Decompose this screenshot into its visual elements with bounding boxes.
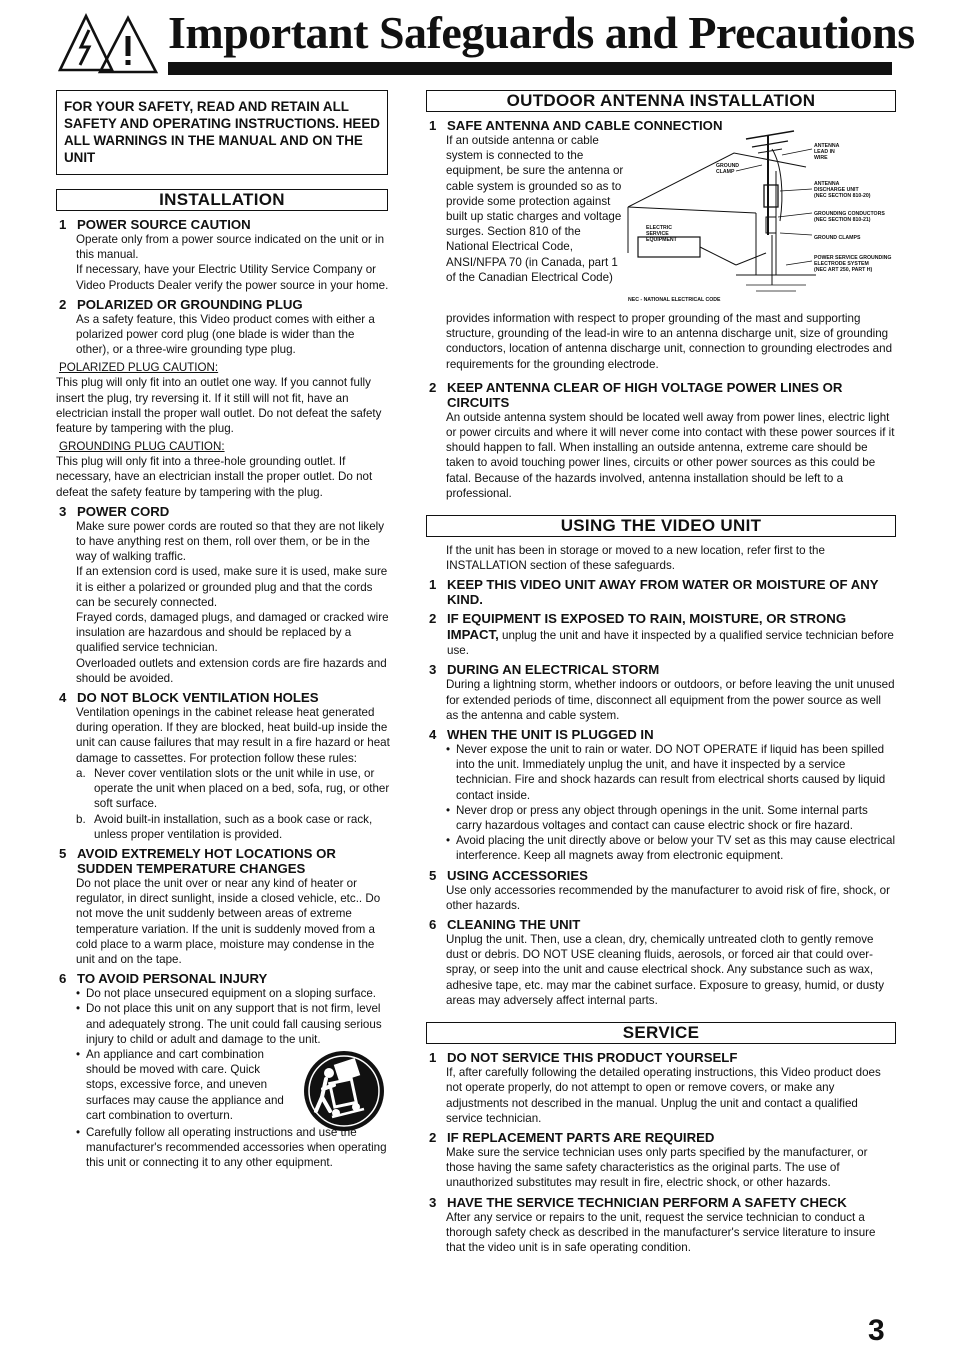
warning-triangle-icon (56, 12, 160, 74)
diagram-label: GROUND (716, 163, 740, 169)
item-number: 4 (429, 727, 437, 743)
item-text: An outside antenna system should be located well away from power lines, electric light or power circuits and where it will never come into contact with these power sources if it should happen to fall. When installing an outside antenna, extreme care should be taken to avoid touching power lines, circuits or other power sources as this could be fatal. Because of the hazards involved, antenna installation should be left to a professional. (446, 410, 895, 500)
item-title: DURING AN ELECTRICAL STORM (447, 662, 660, 678)
item-number: 5 (59, 845, 67, 861)
rule-letter: b. (76, 812, 86, 826)
page-header (56, 6, 915, 76)
list-item: • An appliance and cart combination should be moved with care. Quick stops, excessive force, and uneven surfaces may cause the appliance and cart combination to overturn. (76, 1047, 286, 1123)
personal-injury (56, 971, 390, 1170)
list-item: • Never expose the unit to rain or water. DO NOT OPERATE if liquid has been spilled into the unit. Immediately unplug the unit, and have it inspected by a service technician. Fire and shock hazards can result from electrical shorts caused by liquid contact inside. (446, 742, 896, 803)
diagram-label: (NEC SECTION 810-21) (814, 217, 871, 223)
item-text: During a lightning storm, whether indoors or outdoors, or before leaving the unit unused for extended periods of time, disconnect all equipment from the power source as well as the antenna and cable system. (446, 678, 895, 722)
diagram-label: ELECTRODE SYSTEM (814, 261, 869, 267)
item-text: Frayed cords, damaged plugs, and damaged or cracked wire insulation are hazardous and should be replaced by a qualified service technician. (76, 611, 389, 655)
item-title: CLEANING THE UNIT (447, 917, 581, 933)
diagram-label: (NEC SECTION 810-20) (814, 193, 871, 199)
service-heading: SERVICE (426, 1022, 896, 1044)
ventilation-holes (56, 690, 390, 842)
using-intro: If the unit has been in storage or moved to a new location, refer first to the INSTALLATION section of these safeguards. (446, 544, 825, 573)
item-number: 5 (429, 867, 437, 883)
item-text: As a safety feature, this Video product comes with either a polarized power cord plug (one blade is wider than the other), or a three-wire grounding type plug. (76, 312, 375, 357)
item-text: Do not place the unit over or near any kind of heater or regulator, in direct sunlight, inside a closed vehicle, etc.. Do not move the unit suddenly between areas of extreme temperature variation. If the unit is suddenly moved from a cold place to a warm place, moisture may condense in the unit and on the tape. (76, 876, 381, 966)
right-column (426, 90, 896, 1259)
item-text: Use only accessories recommended by the manufacturer to avoid risk of fire, shock, or other hazards. (446, 883, 890, 912)
list-item: • Never drop or press any object through openings in the unit. Some internal parts carry hazardous voltages and contact can cause electric shock or fire hazard. (446, 803, 896, 833)
item-text: If an extension cord is used, make sure it is used, make sure it is either a polarized or grounded plug and that the cords can be securely connected. (76, 565, 388, 609)
item-title: HAVE THE SERVICE TECHNICIAN PERFORM A SAFETY CHECK (447, 1194, 847, 1210)
item-number: 4 (59, 690, 67, 706)
power-source-caution (56, 217, 390, 293)
item-number: 2 (429, 1129, 437, 1145)
item-title: SAFE ANTENNA AND CABLE CONNECTION (447, 118, 723, 133)
diagram-label: POWER SERVICE GROUNDING (814, 255, 892, 261)
diagram-label: NEC - NATIONAL ELECTRICAL CODE (628, 297, 721, 303)
electrical-storm (426, 662, 896, 723)
polarized-caution-text: This plug will only fit into an outlet one way. If you cannot fully insert the plug, try reversing it. If it still will not fit, have an electrician install the proper wall outlet. Do not defeat the safety feature by tampering with the plug. (56, 376, 382, 436)
polarized-caution-title: POLARIZED PLUG CAUTION: (59, 361, 219, 375)
cart-tipover-warning-icon (302, 1049, 386, 1133)
item-number: 1 (429, 1050, 437, 1066)
diagram-label: ANTENNA (814, 181, 840, 187)
cart-warning (76, 1047, 390, 1123)
outdoor-antenna-heading: OUTDOOR ANTENNA INSTALLATION (426, 90, 896, 112)
item-text: Unplug the unit. Then, use a clean, dry, chemically untreated cloth to gently remove dust or debris. DO NOT USE cleaning fluids, aerosols, or forced air that could over-spray, or seep into the unit and cause electrical shock. Any substance such as wax, adhesive tape, etc. may mar the cabinet surface. Exposure to greasy, humid, or dusty areas may adversely affect internal parts. (446, 933, 884, 1007)
item-title: AVOID EXTREMELY HOT LOCATIONS OR SUDDEN TEMPERATURE CHANGES (77, 845, 336, 876)
item-number: 3 (429, 662, 437, 678)
list-item: • Do not place unsecured equipment on a sloping surface. (76, 986, 390, 1001)
antenna-grounding-diagram (616, 125, 916, 311)
list-item (76, 812, 390, 842)
safe-antenna-connection (426, 118, 896, 372)
safety-notice: FOR YOUR SAFETY, READ AND RETAIN ALL SAFETY AND OPERATING INSTRUCTIONS. HEED ALL WARNINGS IN THE MANUAL AND ON THE UNIT (56, 90, 388, 175)
item-title: POLARIZED OR GROUNDING PLUG (77, 296, 303, 312)
item-title: TO AVOID PERSONAL INJURY (77, 971, 268, 987)
rule-text: Avoid built-in installation, such as a book case or rack, unless proper ventilation is provided. (94, 812, 373, 841)
item-title: POWER SOURCE CAUTION (77, 217, 251, 232)
rule-text: Never cover ventilation slots or the unit while in use, or operate the unit when placed on a bed, sofa, rug, or other soft surface. (94, 766, 390, 811)
diagram-label: CLAMP (716, 169, 735, 175)
item-number: 6 (59, 971, 67, 987)
item-title: IF REPLACEMENT PARTS ARE REQUIRED (447, 1129, 715, 1145)
grounding-caution-title: GROUNDING PLUG CAUTION: (59, 440, 225, 454)
title-rule (168, 62, 892, 75)
exposed-to-rain (426, 611, 896, 658)
diagram-label: ANTENNA (814, 143, 840, 149)
unit-plugged-in (426, 727, 896, 864)
hot-locations (56, 846, 390, 967)
list-item: • Avoid placing the unit directly above or below your TV set as this may cause electrical interference. Keep all magnets away from electronic equipment. (446, 833, 896, 863)
using-accessories (426, 868, 896, 913)
do-not-service-yourself (426, 1050, 896, 1126)
power-cord (56, 504, 390, 686)
keep-away-from-water (426, 577, 896, 607)
item-title: USING ACCESSORIES (447, 867, 588, 883)
cleaning-the-unit (426, 917, 896, 1008)
diagram-label: (NEC ART 250, PART H) (814, 267, 873, 273)
antenna-text-with-diagram (446, 133, 896, 311)
list-item (76, 766, 390, 812)
diagram-label: SERVICE (646, 231, 669, 237)
item-title: IF EQUIPMENT IS EXPOSED TO RAIN, MOISTURE, OR STRONG IMPACT, (447, 611, 847, 643)
item-text: Operate only from a power source indicated on the unit or in this manual. (76, 233, 385, 262)
item-text: provides information with respect to proper grounding of the mast and supporting structure, grounding of the lead-in wire to an antenna discharge unit, size of grounding conductors, location of antenna discharge unit, connection to grounding electrodes and requirements for the grounding electrode. (446, 312, 893, 371)
item-title: DO NOT BLOCK VENTILATION HOLES (77, 690, 319, 706)
diagram-label: WIRE (814, 155, 828, 161)
page-title: Important Safeguards and Precautions (168, 7, 915, 58)
item-text: If an outside antenna or cable system is connected to the equipment, be sure the antenna or cable system is grounded so as to provide some protection against built up static charges and voltage surges. Section 810 of the National Electrical Code, ANSI/NFPA 70 (in Canada, part 1 of the Canadian Electrical Code) (446, 134, 624, 284)
item-number: 1 (429, 118, 437, 133)
item-text: unplug the unit and have it inspected by a qualified service technician before use. (447, 629, 894, 658)
installation-heading: INSTALLATION (56, 189, 388, 211)
item-number: 1 (429, 577, 437, 593)
item-text: Overloaded outlets and extension cords are fire hazards and should be avoided. (76, 656, 387, 685)
item-text: Make sure power cords are routed so that they are not likely to have anything rest on them, roll over them, or be in the way of walking traffic. (76, 519, 385, 564)
item-number: 1 (59, 217, 67, 232)
diagram-label: GROUND CLAMPS (814, 235, 861, 241)
left-column (56, 90, 390, 1175)
item-title: WHEN THE UNIT IS PLUGGED IN (447, 727, 654, 743)
grounding-caution-text: This plug will only fit into a three-hole grounding outlet. If necessary, have an electrician install the proper outlet. Do not defeat the safety feature by tampering with the plug. (56, 455, 373, 499)
safety-check (426, 1195, 896, 1256)
diagram-label: GROUNDING CONDUCTORS (814, 211, 885, 217)
diagram-label: LEAD IN (814, 149, 835, 155)
diagram-label: DISCHARGE UNIT (814, 187, 859, 193)
item-number: 2 (429, 611, 437, 627)
list-item: • Do not place this unit on any support that is not firm, level and adequately strong. The unit could fall causing serious injury to child or adult and damage to the unit. (76, 1001, 390, 1047)
item-number: 2 (59, 296, 67, 312)
using-video-unit-heading: USING THE VIDEO UNIT (426, 515, 896, 537)
item-text: After any service or repairs to the unit, request the service technician to conduct a thorough safety check as described in the manufacturer's service literature to insure that the video unit is in safe operating condition. (446, 1210, 876, 1254)
rule-letter: a. (76, 766, 86, 780)
item-number: 3 (59, 503, 67, 519)
polarized-grounding-plug (56, 297, 390, 358)
item-text: If, after carefully following the detailed operating instructions, this Video product does not operate properly, do not attempt to open or remove covers, or make any adjustments not described in the manual. Unplug the unit and contact a qualified service technician. (446, 1066, 881, 1125)
diagram-label: EQUIPMENT (646, 237, 677, 243)
list-item: • Carefully follow all operating instructions and use the manufacturer's recommended accessories when operating this unit or connecting it to any other equipment. (76, 1125, 390, 1171)
diagram-label: ELECTRIC (646, 225, 672, 231)
plugged-in-bullets (446, 742, 896, 864)
item-number: 2 (429, 379, 437, 395)
item-text: If necessary, have your Electric Utility Service Company or Video Products Dealer verify the power source in your home. (76, 263, 389, 292)
ventilation-rules (76, 766, 390, 842)
item-number: 6 (429, 917, 437, 933)
item-number: 3 (429, 1194, 437, 1210)
replacement-parts (426, 1130, 896, 1191)
injury-bullets (76, 986, 390, 1047)
item-text: Make sure the service technician uses only parts specified by the manufacturer, or those having the same safety characteristics as the original parts. The use of unauthorized substitutes may result in fire, electric shock, or other hazards. (446, 1145, 868, 1190)
item-title: POWER CORD (77, 503, 170, 519)
item-title: DO NOT SERVICE THIS PRODUCT YOURSELF (447, 1050, 738, 1066)
item-title: KEEP ANTENNA CLEAR OF HIGH VOLTAGE POWER LINES OR CIRCUITS (447, 379, 843, 410)
antenna-clear-of-power-lines (426, 380, 896, 501)
item-title: KEEP THIS VIDEO UNIT AWAY FROM WATER OR MOISTURE OF ANY KIND. (447, 577, 879, 608)
item-text: Ventilation openings in the cabinet release heat generated during operation. If they are blocked, heat build-up inside the unit can cause failures that may result in a fire hazard or heat damage to cassettes. For protection follow these rules: (76, 706, 390, 765)
page-number: 3 (868, 1314, 885, 1347)
